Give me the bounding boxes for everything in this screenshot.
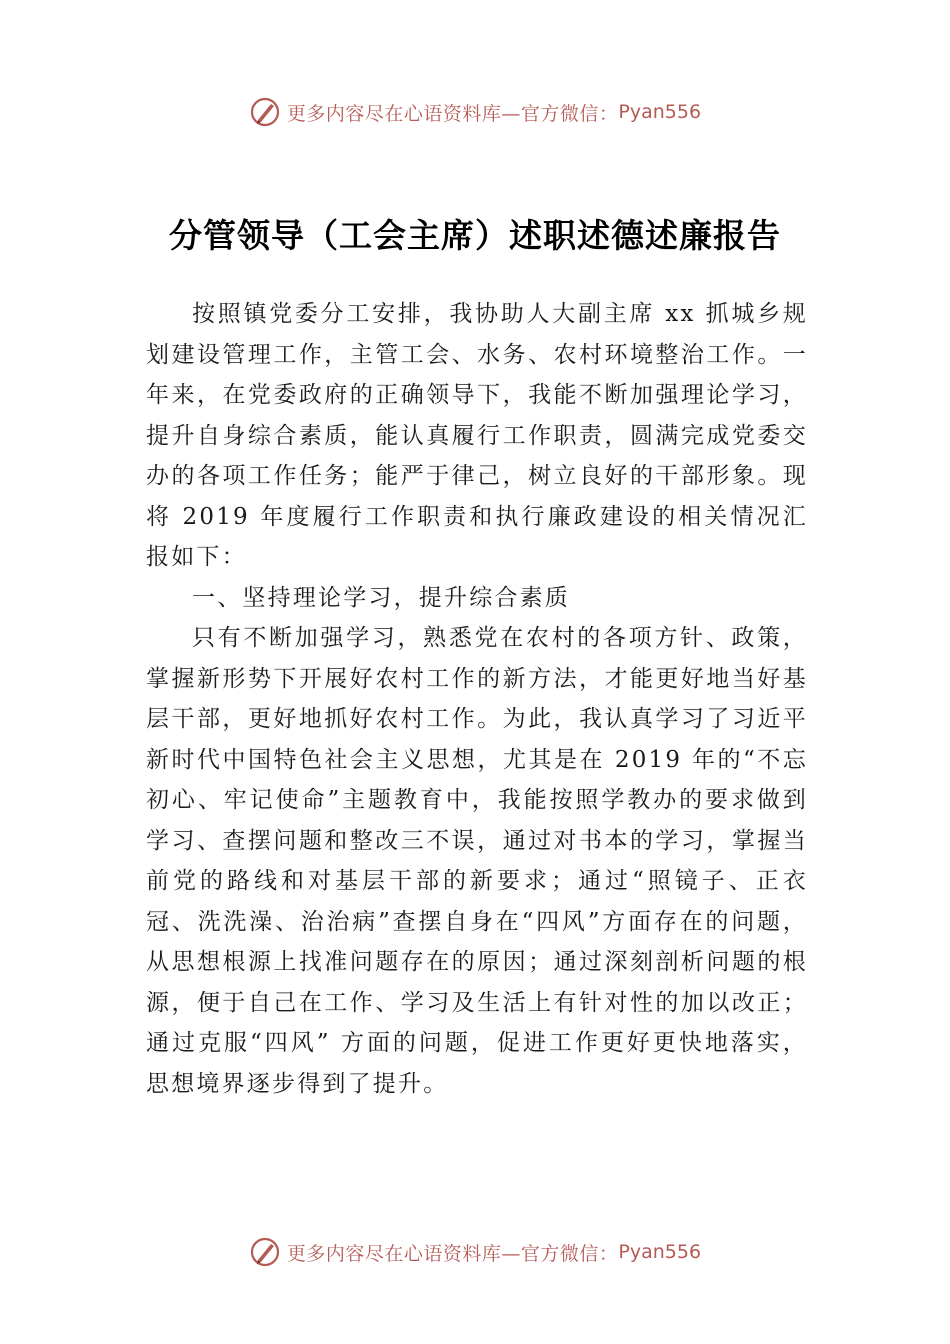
document-title: 分管领导（工会主席）述职述德述廉报告 (169, 216, 781, 255)
watermark-handle: Pyan556 (618, 101, 702, 123)
watermark-header (0, 92, 950, 132)
watermark-text: 更多内容尽在心语资料库—官方微信： (286, 102, 619, 125)
body-paragraph: 只有不断加强学习，熟悉党在农村的各项方针、政策，掌握新形势下开展好农村工作的新方法，才能更好地当好基层干部，更好地抓好农村工作。为此，我认真学习了习近平新时代中国特色社会主义思想，尤其是在 2019 年的“不忘初心、牢记使命”主题教育中，我能按照学教办的要求做到学习、查摆问题和整改三不误，通过对书本的学习，掌握当前党的路线和对基层干部的新要求；通过“照镜子、正衣冠、洗洗澡、治治病”查摆自身在“四风”方面存在的问题，从思想根源上找准问题存在的原因；通过深刻剖析问题的根源，便于自己在工作、学习及生活上有针对性的加以改正；通过克服“四风” 方面的问题，促进工作更好更快地落实，思想境界逐步得到了提升。 (146, 625, 808, 1097)
watermark-handle: Pyan556 (618, 1241, 702, 1263)
intro-paragraph: 按照镇党委分工安排，我协助人大副主席 xx 抓城乡规划建设管理工作，主管工会、水务、农村环境整治工作。一年来，在党委政府的正确领导下，我能不断加强理论学习，提升自身综合素质，能认真履行工作职责，圆满完成党委交办的各项工作任务；能严于律己，树立良好的干部形象。现将 2019 年度履行工作职责和执行廉政建设的相关情况汇报如下： (146, 301, 808, 570)
watermark-footer (0, 1232, 950, 1272)
pen-logo-icon (249, 1236, 281, 1268)
watermark-text: 更多内容尽在心语资料库—官方微信： (286, 1242, 619, 1265)
pen-logo-icon (249, 96, 281, 128)
section-heading: 一、坚持理论学习，提升综合素质 (192, 584, 570, 611)
document-body (146, 294, 808, 1104)
